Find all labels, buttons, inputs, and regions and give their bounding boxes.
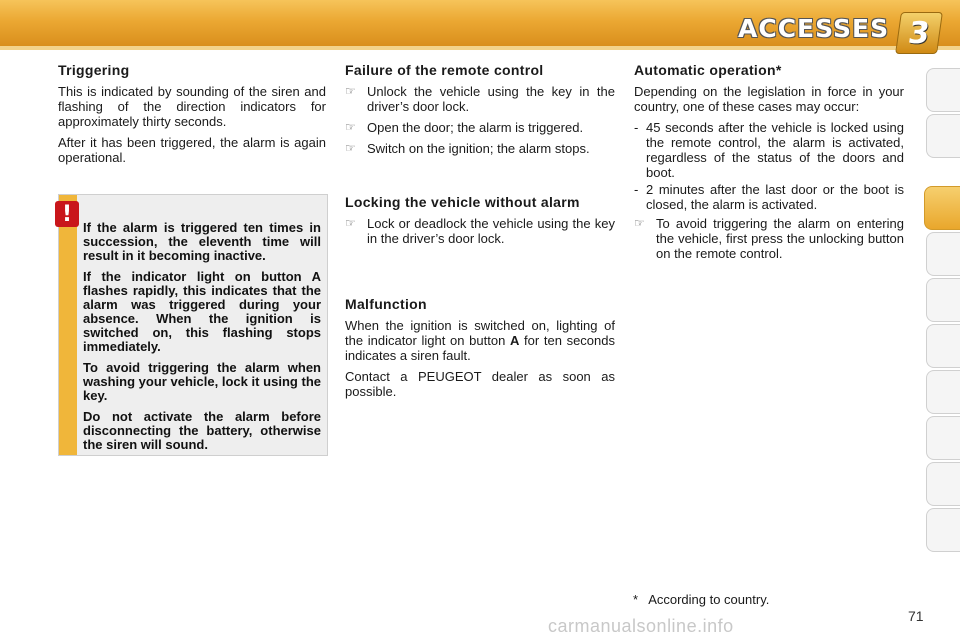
list-item: ☞ To avoid triggering the alarm on entering the vehicle, first press the unlocking button on the remote control. (634, 216, 904, 261)
page-number: 71 (908, 608, 924, 624)
header-stripe (0, 46, 960, 50)
chapter-tab[interactable] (926, 462, 960, 506)
chapter-tab[interactable] (926, 416, 960, 460)
pointing-hand-icon: ☞ (345, 216, 356, 230)
triggering-section (58, 63, 326, 171)
chapter-tab[interactable] (926, 232, 960, 276)
triggering-paragraph-1: This is indicated by sounding of the siren and flashing of the direction indicators for approximately thirty seconds. (58, 84, 326, 129)
failure-heading: Failure of the remote control (345, 62, 544, 78)
chapter-number-badge: 3 (895, 12, 943, 54)
automatic-intro: Depending on the legislation in force in your country, one of these cases may occur: (634, 84, 904, 114)
pointing-hand-icon: ☞ (634, 216, 645, 230)
malfunction-paragraph-2: Contact a PEUGEOT dealer as soon as possible. (345, 369, 615, 399)
chapter-tab[interactable] (926, 370, 960, 414)
chapter-tab[interactable] (926, 278, 960, 322)
warning-strip (59, 195, 77, 455)
pointing-hand-icon: ☞ (345, 120, 356, 134)
malfunction-section (345, 297, 615, 405)
list-item: ☞ Open the door; the alarm is triggered. (345, 120, 584, 135)
pointing-hand-icon: ☞ (345, 141, 356, 155)
locking-section (345, 195, 615, 252)
triggering-paragraph-2: After it has been triggered, the alarm is again operational. (58, 135, 326, 165)
malfunction-heading: Malfunction (345, 296, 427, 312)
chapter-tab-active[interactable] (924, 186, 960, 230)
warning-exclamation-icon: ! (55, 201, 79, 227)
chapter-tab[interactable] (926, 508, 960, 552)
list-item: ☞ Lock or deadlock the vehicle using the key in the driver’s door lock. (345, 216, 615, 246)
warning-paragraph-1: If the alarm is triggered ten times in succession, the eleventh time will result in it becoming inactive. (83, 220, 321, 263)
triggering-heading: Triggering (58, 62, 130, 78)
chapter-tab[interactable] (926, 68, 960, 112)
watermark: carmanualsonline.info (548, 616, 734, 636)
list-item: - 2 minutes after the last door or the boot is closed, the alarm is activated. (634, 182, 904, 212)
list-item: - 45 seconds after the vehicle is locked using the remote control, the alarm is activated, regardless of the status of the doors and boot. (634, 120, 904, 180)
warning-paragraph-2: If the indicator light on button A flashes rapidly, this indicates that the alarm was triggered during your absence. When the ignition is switched on, this flashing stops immediately. (83, 269, 321, 354)
malfunction-paragraph-1: When the ignition is switched on, lighting of the indicator light on button A for ten seconds indicates a siren fault. (345, 318, 615, 363)
remote-failure-section (345, 63, 615, 162)
locking-heading: Locking the vehicle without alarm (345, 194, 580, 210)
chapter-tabs (926, 68, 960, 576)
chapter-tab[interactable] (926, 324, 960, 368)
warning-paragraph-4: Do not activate the alarm before disconnecting the battery, otherwise the siren will sound. (83, 409, 321, 452)
warning-box (58, 194, 328, 456)
chapter-tab[interactable] (926, 114, 960, 158)
automatic-heading: Automatic operation* (634, 62, 782, 78)
chapter-title: ACCESSES (738, 14, 890, 43)
warning-paragraph-3: To avoid triggering the alarm when washing your vehicle, lock it using the key. (83, 360, 321, 403)
list-item: ☞ Unlock the vehicle using the key in the driver’s door lock. (345, 84, 615, 114)
pointing-hand-icon: ☞ (345, 84, 356, 98)
list-item: ☞ Switch on the ignition; the alarm stops. (345, 141, 590, 156)
automatic-operation-section (634, 63, 904, 267)
warning-text (83, 221, 321, 459)
footnote: * According to country. (633, 592, 770, 607)
